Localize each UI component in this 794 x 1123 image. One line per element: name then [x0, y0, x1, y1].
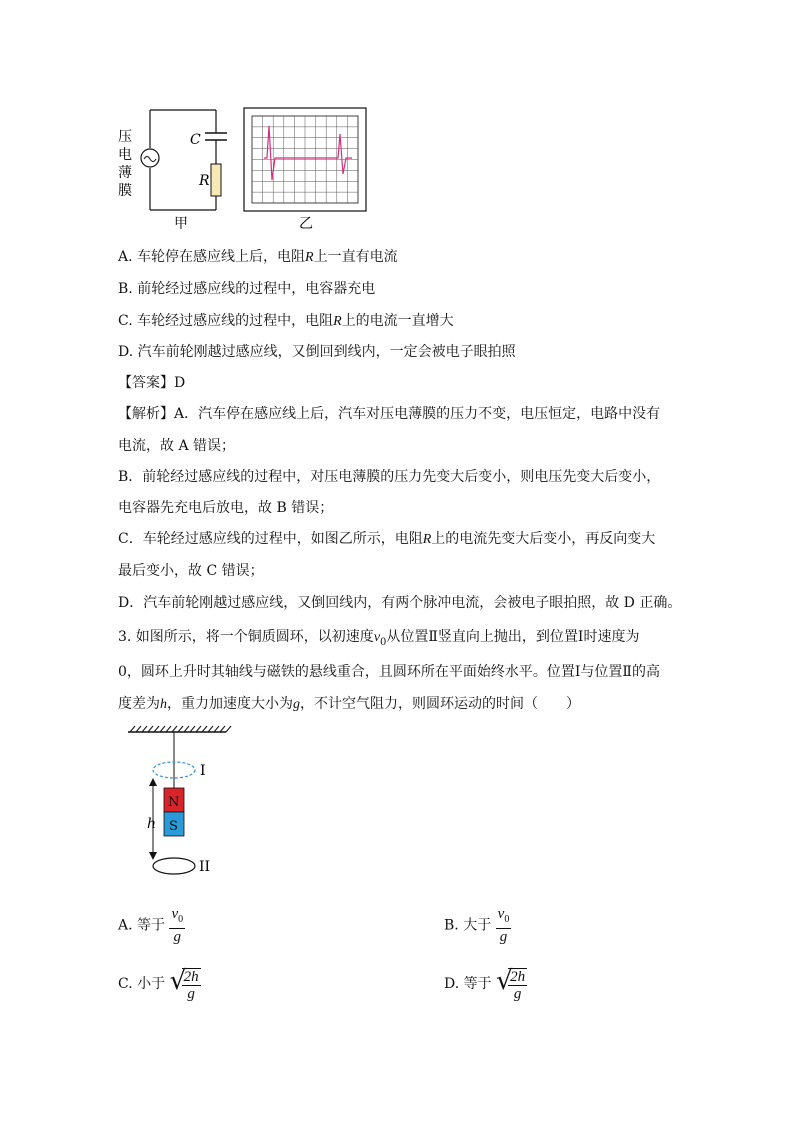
position-1-label: I [200, 763, 206, 779]
option-b-q2: B. 前轮经过感应线的过程中，电容器充电 [118, 281, 376, 297]
figure-circuit-and-scope [118, 100, 378, 235]
sensor-label-2: 电 [118, 147, 132, 163]
option-a-q2: A. 车轮停在感应线上后，电阻R上一直有电流 [118, 249, 398, 265]
sqrt-2h-over-g: √ $\frac{2h}{g}$ [496, 966, 526, 1002]
sensor-label-4: 膜 [118, 183, 132, 199]
ac-source-icon [141, 149, 159, 167]
south-label: S [169, 819, 178, 834]
ring-position-2-icon [153, 858, 195, 874]
option-c-q2: C. 车轮经过感应线的过程中，电阻R上的电流一直增大 [118, 313, 454, 329]
analysis-line-1: 【解析】A．汽车停在感应线上后，汽车对压电薄膜的压力不变，电压恒定，电路中没有 [118, 406, 661, 422]
position-2-label: II [199, 859, 211, 875]
analysis-line-3: B．前轮经过感应线的过程中，对压电薄膜的压力先变大后变小，则电压先变大后变小， [118, 469, 661, 485]
sqrt-2h-over-g: √ $\frac{2h}{g}$ [169, 966, 199, 1002]
analysis-line-5: C．车轮经过感应线的过程中，如图乙所示，电阻R上的电流先变大后变小，再反向变大 [118, 531, 656, 547]
oscilloscope-screen [244, 108, 366, 211]
sensor-label-1: 压 [118, 129, 132, 145]
answer-line: 【答案】D [118, 375, 186, 391]
option-b-q3: B. 大于 $\frac{v_0}{g}$ [444, 906, 510, 945]
analysis-line-7: D．汽车前轮刚越过感应线，又倒回线内，有两个脉冲电流，会被电子眼拍照，故 D 正确。 [118, 595, 682, 611]
question3-line-1: 3. 如图所示，将一个铜质圆环，以初速度$v_0$从位置Ⅱ竖直向上抛出，到位置Ⅰ时速度为 [118, 629, 640, 648]
figure-label-jia: 甲 [174, 216, 188, 232]
analysis-line-2: 电流，故 A 错误； [118, 438, 236, 454]
analysis-line-6: 最后变小，故 C 错误； [118, 563, 264, 579]
option-d-q3: D. 等于 √ $\frac{2h}{g}$ [444, 966, 526, 1002]
option-c-q3: C. 小于 √ $\frac{2h}{g}$ [118, 966, 199, 1002]
analysis-line-4: 电容器先充电后放电，故 B 错误； [118, 500, 334, 516]
resistor-icon [211, 164, 221, 196]
ceiling-hatch [128, 726, 231, 732]
resistor-label: R [199, 173, 210, 189]
question3-line-3: 度差为h，重力加速度大小为g，不计空气阻力，则圆环运动的时间（ ） [118, 696, 580, 712]
option-d-q2: D. 汽车前轮刚越过感应线，又倒回到线内，一定会被电子眼拍照 [118, 344, 516, 360]
figure-label-yi: 乙 [299, 216, 313, 232]
capacitor-label: C [190, 132, 201, 148]
question3-line-2: 0，圆环上升时其轴线与磁铁的悬线重合，且圆环所在平面始终水平。位置Ⅰ与位置Ⅱ的高 [118, 664, 660, 680]
option-a-q3: A. 等于 $\frac{v_0}{g}$ [118, 906, 184, 945]
fraction-v0-over-g: $\frac{v_0}{g}$ [171, 906, 184, 945]
fraction-v0-over-g: $\frac{v_0}{g}$ [497, 906, 510, 945]
sensor-label-3: 薄 [118, 165, 132, 181]
height-label: h [147, 816, 157, 832]
circuit-diagram [141, 110, 227, 210]
figure-magnet-ring [118, 722, 238, 882]
north-label: N [168, 795, 180, 810]
